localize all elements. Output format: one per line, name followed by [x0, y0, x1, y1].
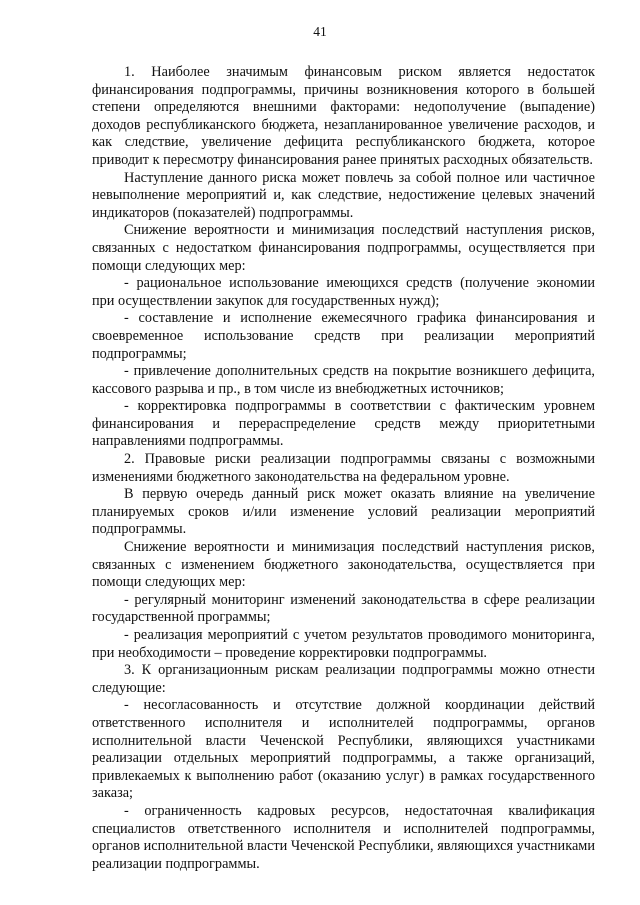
paragraph-legal-risk-impact: В первую очередь данный риск может оказать влияние на увеличение планируемых сроков и/или изменение условий реализации мероприятий подпрограммы. — [92, 486, 595, 538]
list-item-monitoring-results: - реализация мероприятий с учетом результатов проводимого мониторинга, при необходимости – проведение корректировки подпрограммы. — [92, 627, 595, 661]
paragraph-legal-mitigation-intro: Снижение вероятности и минимизация последствий наступления рисков, связанных с изменением бюджетного законодательства, осуществляется при помощи следующих мер: — [92, 539, 595, 591]
paragraph-legal-risk: 2. Правовые риски реализации подпрограммы связаны с возможными изменениями бюджетного законодательства на федеральном уровне. — [92, 451, 595, 485]
list-item-monitoring: - регулярный мониторинг изменений законодательства в сфере реализации государственной программы; — [92, 591, 595, 626]
paragraph-financial-mitigation-intro: Снижение вероятности и минимизация последствий наступления рисков, связанных с недостатком финансирования подпрограммы, осуществляется при помощи следующих мер: — [92, 222, 595, 274]
list-item-program-adjustment: - корректировка подпрограммы в соответствии с фактическим уровнем финансирования и перераспределение средств между приоритетными направлениями подпрограммы. — [92, 398, 595, 450]
list-item-staff-resources: - ограниченность кадровых ресурсов, недостаточная квалификация специалистов ответственного исполнителя и исполнителей подпрограммы, органов исполнительной власти Чеченской Республики, являющихся участниками реализации подпрограммы. — [92, 802, 595, 872]
list-item-rational-use: - рациональное использование имеющихся средств (получение экономии при осуществлении закупок для государственных нужд); — [92, 275, 595, 309]
paragraph-financial-risk: 1. Наиболее значимым финансовым риском является недостаток финансирования подпрограммы, причины возникновения которого в большей степени определяются внешними факторами: недополучение (выпадение) доходов республиканского бюджета, незапланированное увеличение расходов, и как следствие, увеличение дефицита республиканского бюджета, которое приводит к пересмотру финансирования ранее принятых расходных обязательств. — [92, 64, 595, 168]
list-item-coordination: - несогласованность и отсутствие должной координации действий ответственного исполнителя и исполнителей подпрограммы, органов исполнительной власти Чеченской Республики, являющихся участниками реализации отдельных мероприятий подпрограммы, а также организаций, привлекаемых к выполнению работ (оказанию услуг) в рамках государственного заказа; — [92, 697, 595, 802]
page-number: 41 — [313, 24, 327, 39]
list-item-monthly-schedule: - составление и исполнение ежемесячного графика финансирования и своевременное использование средств при реализации мероприятий подпрограммы; — [92, 310, 595, 362]
paragraph-risk-consequence: Наступление данного риска может повлечь за собой полное или частичное невыполнение мероприятий и, как следствие, недостижение целевых значений индикаторов (показателей) подпрограммы. — [92, 169, 595, 221]
document-body — [92, 64, 595, 873]
list-item-additional-funds: - привлечение дополнительных средств на покрытие возникшего дефицита, кассового разрыва и пр., в том числе из внебюджетных источников; — [92, 363, 595, 397]
paragraph-organizational-risk: 3. К организационным рискам реализации подпрограммы можно отнести следующие: — [92, 662, 595, 696]
